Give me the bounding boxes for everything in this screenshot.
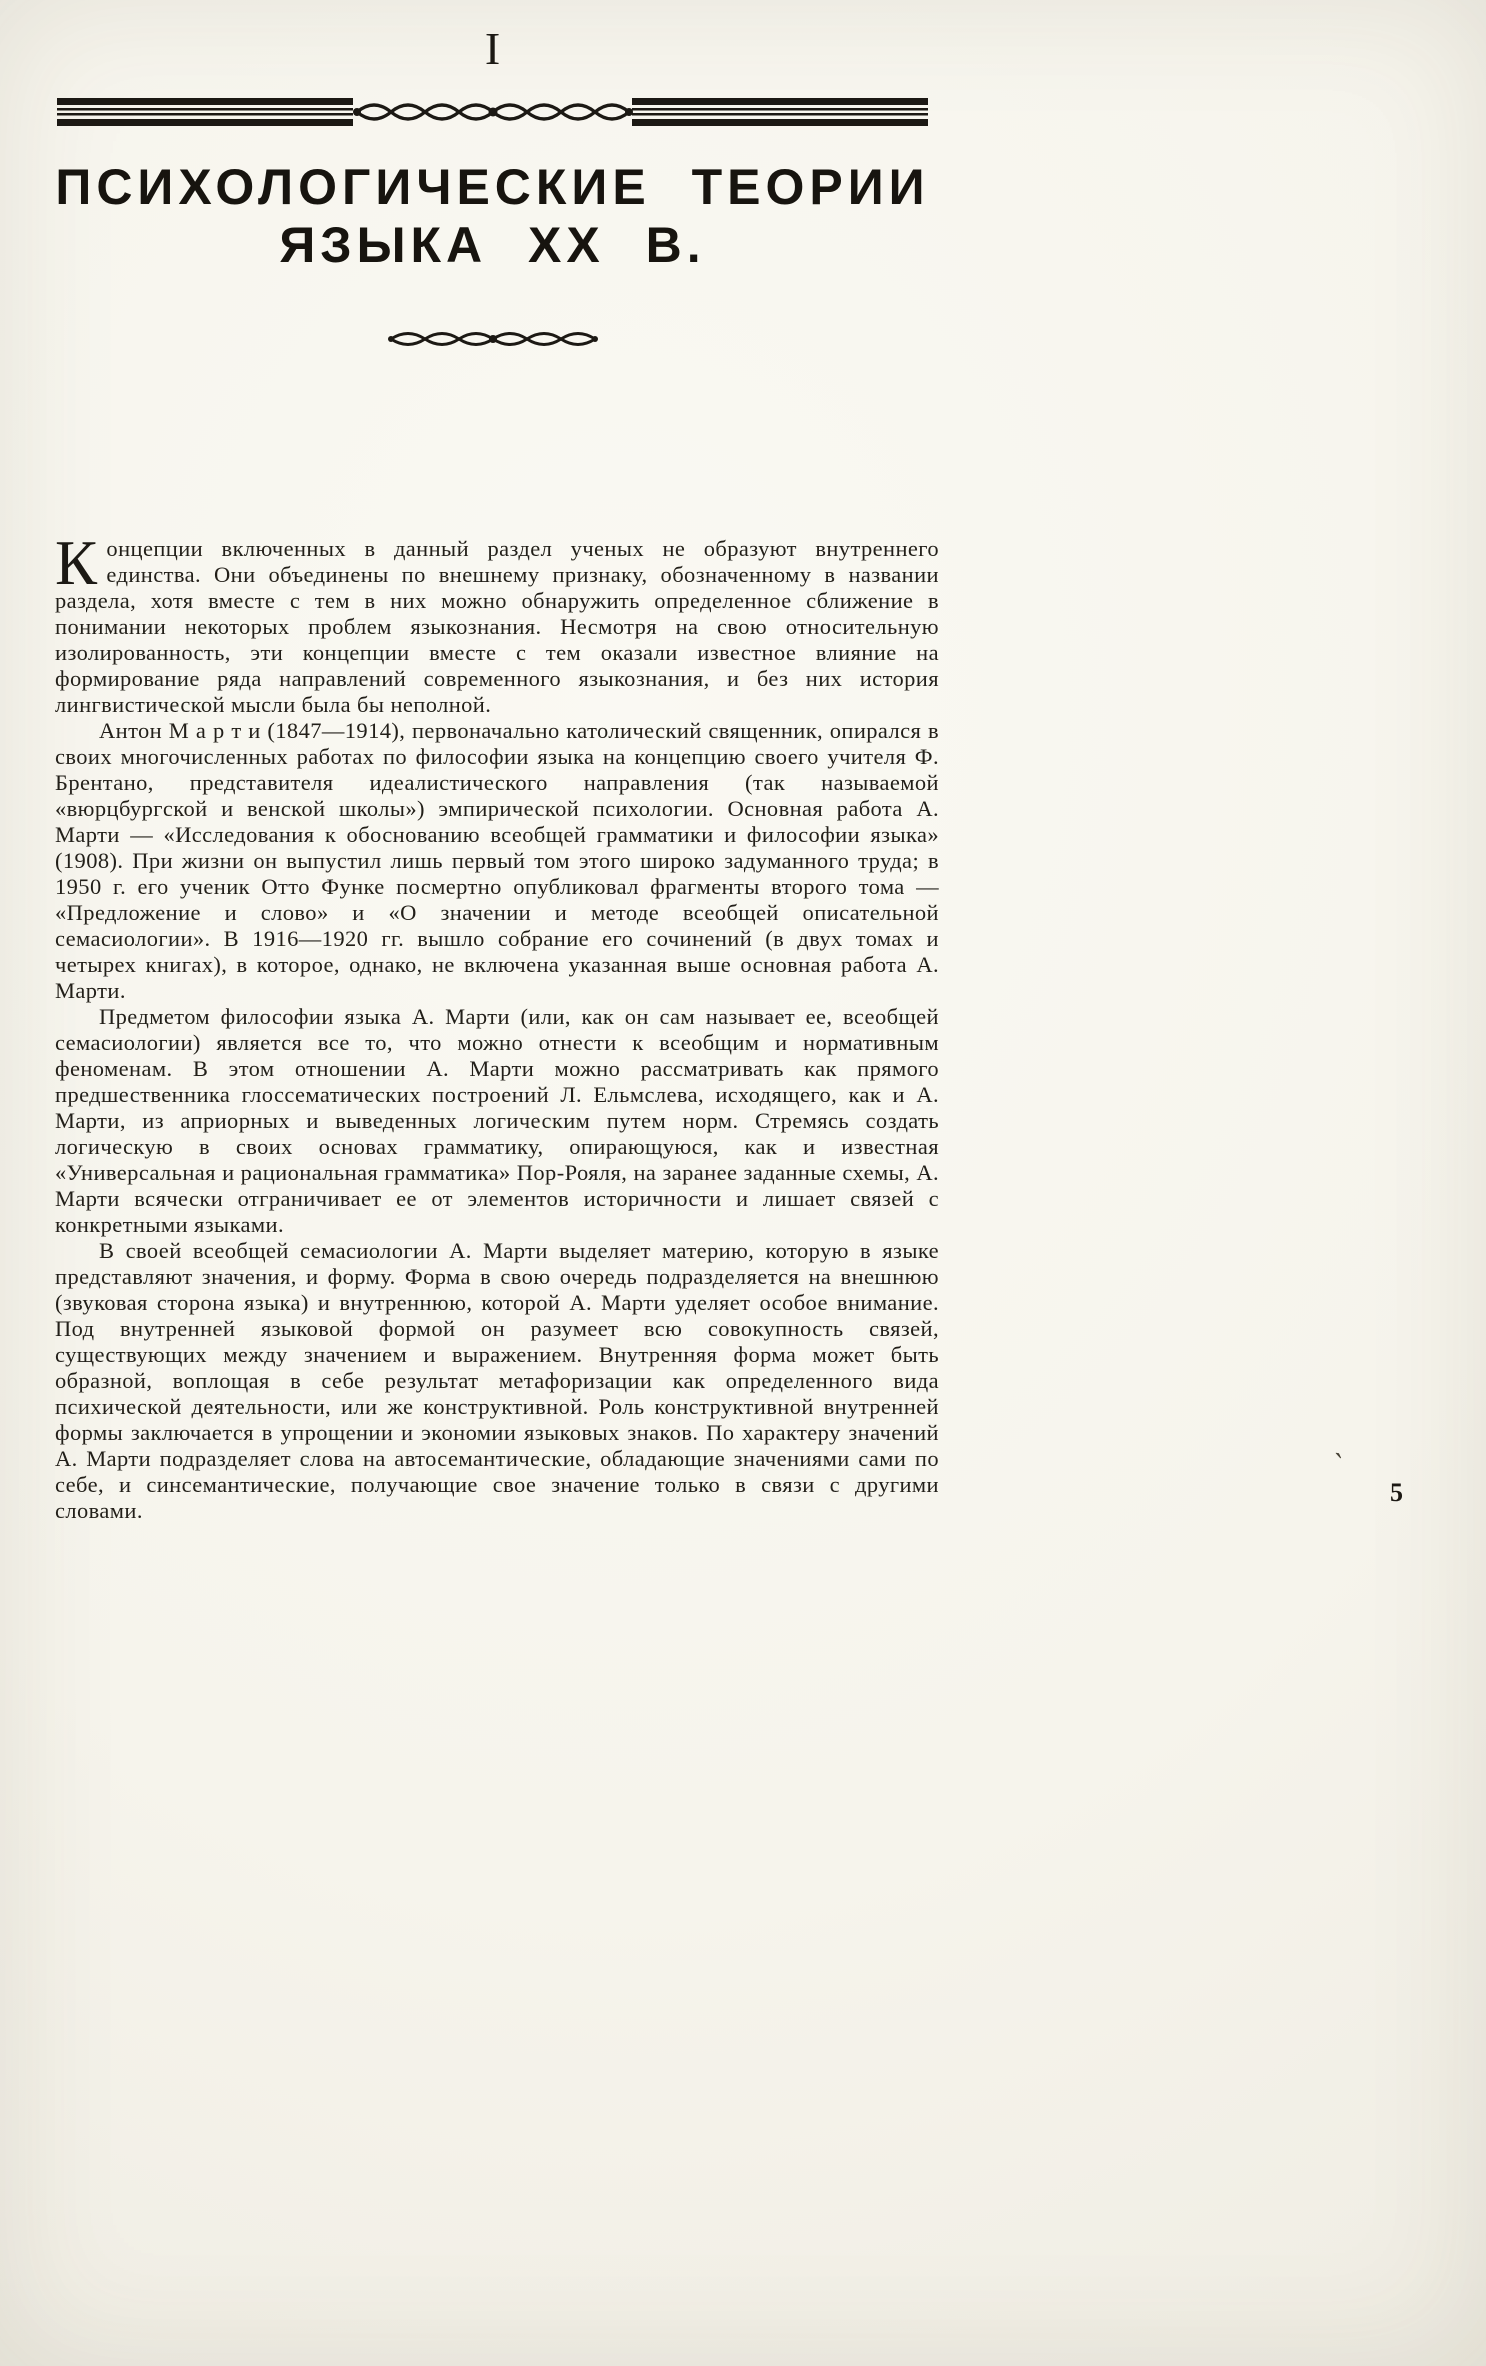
chapter-title-line-2: ЯЗЫКА XX В. xyxy=(279,217,706,273)
paragraph xyxy=(55,528,939,718)
drop-cap: К xyxy=(55,528,98,598)
page-number: 5 xyxy=(1390,1478,1403,1507)
title-divider-flourish-icon xyxy=(381,326,605,352)
body-text xyxy=(55,528,939,1524)
paragraph: Антон М а р т и (1847—1914), первоначально католический священник, опирался в своих многочисленных работах по философии языка на концепцию своего учителя Ф. Брентано, представителя идеалистического направления (так называемой «вюрцбургской и венской школы») эмпирической психологии. Основная работа А. Марти — «Исследования к обоснованию всеобщей грамматики и философии языка» (1908). При жизни он выпустил лишь первый том этого широко задуманного труда; в 1950 г. его ученик Отто Функе посмертно опубликовал фрагменты второго тома — «Предложение и слово» и «О значении и методе всеобщей описательной семасиологии». В 1916—1920 гг. вышло собрание его сочинений (в двух томах и четырех книгах), в которое, однако, не включена указанная выше основная работа А. Марти. xyxy=(55,718,939,1003)
header-rule-left-band xyxy=(57,98,353,126)
scan-artifact-mark: ` xyxy=(1329,1447,1345,1482)
chapter-title-line-1: ПСИХОЛОГИЧЕСКИЕ ТЕОРИИ xyxy=(55,159,930,215)
chapter-title xyxy=(37,158,948,274)
header-rule-flourish-icon xyxy=(353,105,633,119)
paragraph: Предметом философии языка А. Марти (или, как он сам называет ее, всеобщей семасиологии) является все то, что можно отнести к всеобщим и нормативным феноменам. В этом отношении А. Марти можно рассматривать как прямого предшественника глоссематических построений Л. Ельмслева, исходящего, как и А. Марти, из априорных и выведенных логическим путем норм. Стремясь создать логическую в своих основах грамматику, опирающуюся, как и известная «Универсальная и рациональная грамматика» Пор-Рояля, на заранее заданные схемы, А. Марти всячески отграничивает ее от элементов историчности и лишает связей с конкретными языками. xyxy=(55,1004,939,1237)
header-rule-right-band xyxy=(632,98,928,126)
paragraph-text: онцепции включенных в данный раздел ученых не образуют внутреннего единства. Они объединены по внешнему признаку, обозначенному в названии раздела, хотя вместе с тем в них можно обнаружить определенное сближение в понимании некоторых проблем языкознания. Несмотря на свою относительную изолированность, эти концепции вместе с тем оказали известное влияние на формирование ряда направлений современного языкознания, и без них история лингвистической мысли была бы неполной. xyxy=(55,536,939,717)
chapter-numeral: I xyxy=(484,23,501,74)
header-rule xyxy=(57,94,928,130)
header-rule-graphic xyxy=(57,94,928,130)
paragraph: В своей всеобщей семасиологии А. Марти выделяет материю, которую в языке представляют значения, и форму. Форма в свою очередь подразделяется на внешнюю (звуковая сторона языка) и внутреннюю, которой А. Марти уделяет особое внимание. Под внутренней языковой формой он разумеет всю совокупность связей, существующих между значением и выражением. Внутренняя форма может быть образной, воплощая в себе результат метафоризации как определенного вида психической деятельности, или же конструктивной. Роль конструктивной внутренней формы заключается в упрощении и экономии языковых знаков. По характеру значений А. Марти подразделяет слова на автосемантические, обладающие значениями сами по себе, и синсемантические, получающие свое значение только в связи с другими словами. xyxy=(55,1238,939,1523)
title-divider xyxy=(57,326,928,357)
